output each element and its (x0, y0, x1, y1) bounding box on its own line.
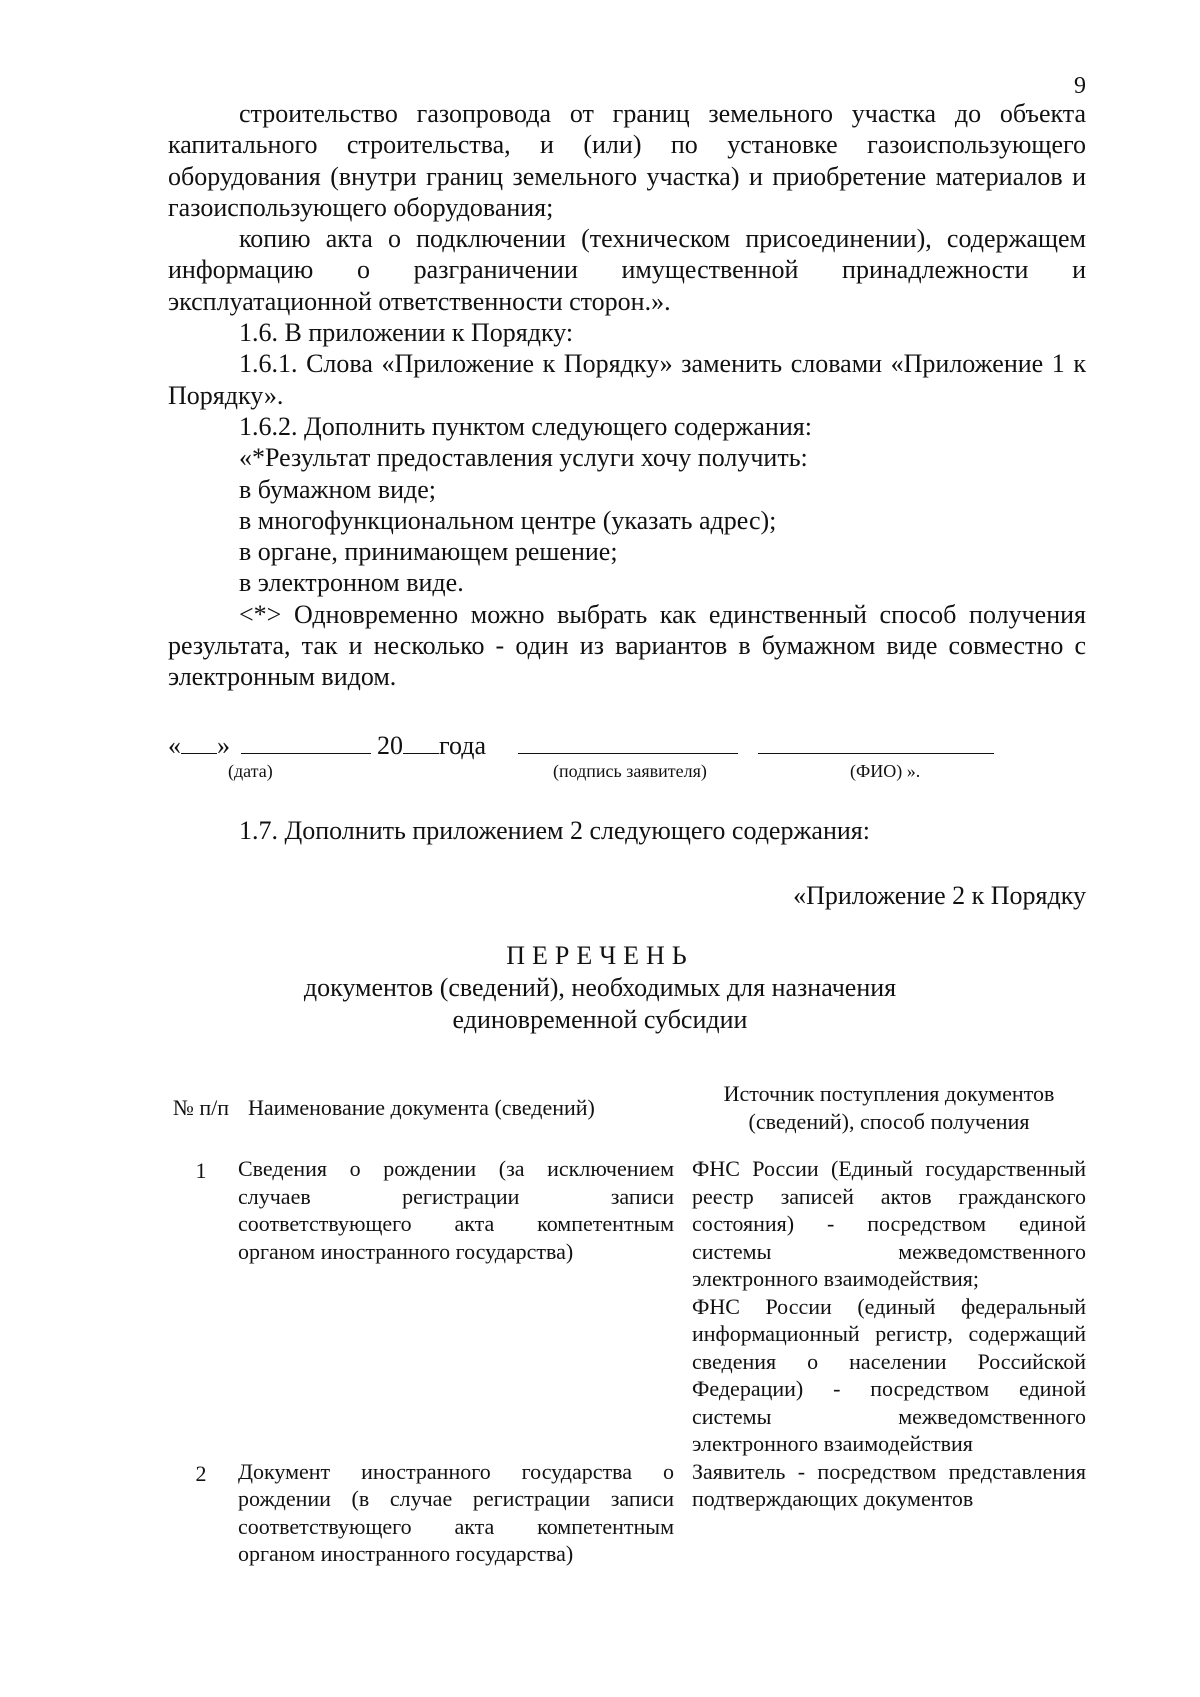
row-source (692, 1155, 1086, 1458)
row-source (692, 1458, 1086, 1568)
option-electronic: в электронном виде. (239, 568, 464, 598)
option-mfc: в многофункциональном центре (указать адрес); (239, 505, 777, 535)
page-number: 9 (1074, 73, 1086, 99)
source-entry: ФНС России (Единый государственный реестр записей актов гражданского состояния) - посредством единой системы межведомственного электронного взаимодействия; (692, 1156, 1086, 1291)
header-number: № п/п (172, 1094, 230, 1120)
footnote-paragraph: <*> Одновременно можно выбрать как единственный способ получения результата, так и несколько - один из вариантов в бумажном виде совместно с электронным видом. (168, 599, 1086, 692)
header-source: Источник поступления документов (сведений), способ получения (723, 1081, 1055, 1134)
year-blank (403, 727, 439, 754)
documents-table (168, 1080, 1086, 1568)
header-document-name: Наименование документа (сведений) (248, 1094, 595, 1120)
table-row (168, 1155, 1086, 1458)
table-header-row (168, 1080, 1086, 1155)
paragraph-connection-act: копию акта о подключении (техническом присоединении), содержащем информацию о разграничении имущественной принадлежности и эксплуатационной ответственности сторон.». (168, 224, 1086, 316)
year-prefix: 20 (377, 731, 403, 760)
row-number: 1 (195, 1158, 207, 1183)
signature-line (168, 727, 1086, 787)
table-row (168, 1458, 1086, 1568)
list-subtitle-line-2: единовременной субсидии (452, 1005, 748, 1034)
day-blank (181, 727, 217, 754)
close-quote: » (217, 731, 230, 760)
year-suffix: года (439, 731, 487, 760)
result-intro: «*Результат предоставления услуги хочу получить: (239, 443, 808, 473)
date-caption: (дата) (228, 761, 273, 781)
list-title (0, 940, 1200, 1036)
signature-caption: (подпись заявителя) (553, 761, 707, 781)
option-paper: в бумажном виде; (239, 474, 437, 504)
open-quote: « (168, 731, 181, 760)
list-heading: ПЕРЕЧЕНЬ (506, 941, 694, 970)
month-blank (241, 727, 371, 754)
signature-blank-wrap (518, 727, 738, 761)
list-subtitle-line-1: документов (сведений), необходимых для назначения (303, 973, 897, 1002)
source-entry: ФНС России (единый федеральный информационный регистр, содержащий сведения о населении Российской Федерации) - посредством единой системы межведомственного электронного взаимодействия (692, 1293, 1086, 1456)
date-field (168, 727, 486, 761)
name-blank-wrap (758, 727, 994, 761)
item-1-7: 1.7. Дополнить приложением 2 следующего содержания: (239, 816, 870, 845)
item-1-6-1: 1.6.1. Слова «Приложение к Порядку» заменить словами «Приложение 1 к Порядку». (168, 349, 1086, 410)
item-1-6-2: 1.6.2. Дополнить пунктом следующего содержания: (239, 411, 812, 441)
appendix-reference: «Приложение 2 к Порядку (793, 881, 1086, 910)
option-authority: в органе, принимающем решение; (239, 537, 618, 567)
row-number: 2 (195, 1460, 207, 1486)
item-1-6: 1.6. В приложении к Порядку: (239, 318, 574, 348)
body-text (168, 98, 1086, 693)
row-document-name: Сведения о рождении (за исключением случаев регистрации записи соответствующего акта компетентным органом иностранного государства) (238, 1156, 674, 1264)
row-document-name: Документ иностранного государства о рождении (в случае регистрации записи соответствующего акта компетентным органом иностранного государства) (238, 1458, 674, 1566)
name-blank (758, 727, 994, 754)
source-entry: Заявитель - посредством представления подтверждающих документов (692, 1458, 1086, 1511)
paragraph-construction: строительство газопровода от границ земельного участка до объекта капитального строительства, и (или) по установке газоиспользующего оборудования (внутри границ земельного участка) и приобретение материалов и газоиспользующего оборудования; (168, 99, 1086, 222)
name-caption: (ФИО) ». (850, 761, 921, 781)
signature-blank (518, 727, 738, 754)
